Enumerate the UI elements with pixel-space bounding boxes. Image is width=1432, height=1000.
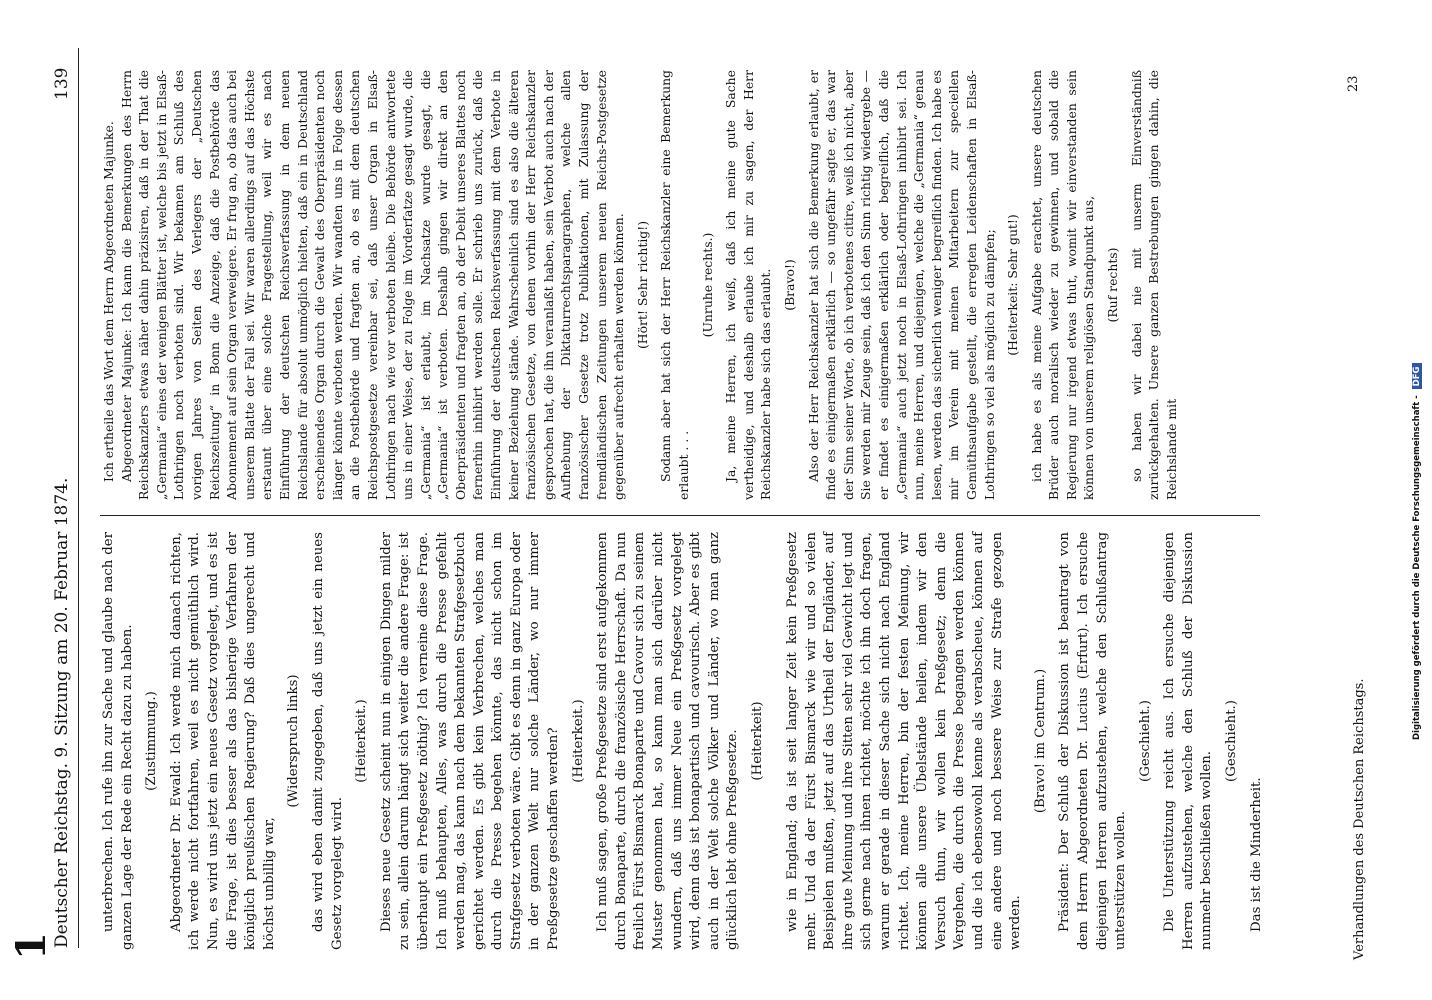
stage-direction: (Zustimmung.) bbox=[144, 691, 160, 791]
dfg-logo: DFG bbox=[1412, 363, 1422, 389]
paragraph: Ich ertheile das Wort dem Herrn Abgeordneten Majunke. bbox=[101, 121, 116, 482]
paragraph: Abgeordneter Majunke: Ich kann die Bemerkungen des Herrn Reichskanzlers etwas näher dahin präzisiren, daß in der That die „Germania“ eines der wenigen Blätter ist, welche bis jetzt in Elsaß-Lothringen noch verboten sind. Wir bekamen am Schluß des vorigen Jahres von Seiten des Verlegers der „Deutschen Reichszeitung“ in Bonn die Anzeige, daß die Postbehörde das Abonnement auf sein Organ verweigere. Er frug an, ob das auch bei unserem Blatte der Fall sei. Wir waren allerdings auf das Höchste erstaunt über eine solche Fragestellung, weil wir es nach Einführung der deutschen Reichsverfassung in dem neuen Reichslande für absolut unmöglich hielten, daß ein in Deutschland erscheinendes Organ durch die Gewalt des Oberpräsidenten noch länger könnte verboten werden. Wir wandten uns in Folge dessen an die Postbehörde und fragten an, ob es mit dem deutschen Reichspostgesetze vereinbar sei, daß unser Organ in Elsaß-Lothringen nach wie vor verboten bleibe. Die Behörde antwortete uns in einer Weise, der zu Folge im Vorderfatze gesagt wurde, die „Germania“ ist erlaubt, im Nachsatze wurde gesagt, die „Germania“ ist verboten. Deshalb gingen wir direkt an den Oberpräsidenten und fragten an, ob der Debit unseres Blattes noch fernerhin inhibirt werden solle. Er schrieb uns zurück, daß die Einführung der deutschen Reichsverfassung mit dem Verbote in keiner Beziehung stände. Wahrscheinlich sind es also die älteren französischen Gesetze, von denen vorhin der Herr Reichskanzler gesprochen hat, die ihn veranlaßt haben, sein Verbot auch nach der Aufhebung der Diktaturrechtsparagraphen, welche allen französischer Gesetze trotz Publikationen, mit Zulassung der fremdländischen Zeitungen unserem neuen Reichs-Postgesetze gegenüber aufrecht erhalten werden können. bbox=[118, 70, 627, 500]
paragraph: Abgeordneter Dr. Ewald: Ich werde mich danach richten, ich werde nicht fortfahren, weil es nicht gemüthlich wird. Nun, es wird uns jetzt ein neues Gesetz vorgelegt, und es ist die Frage, ist dies besser als das bisherige Verfahren der königlich preußischen Regierung? Daß dies ungerecht und höchst unbillig war, bbox=[168, 532, 277, 950]
paragraph: Also der Herr Reichskanzler hat sich die Bemerkung erlaubt, er finde es einigermaßen erklärlich — so ungefähr sagte er, das war der Sinn seiner Worte, ob ich verbotenes citire, weiß ich nicht, aber Sie werden mir Zeuge sein, daß ich den Sinn richtig wiedergebe — er findet es einigermaßen erklärlich oder begreiflich, daß die „Germania“ auch jetzt noch in Elsaß-Lothringen inhibirt sei. Ich nun, meine Herren, und diejenigen, welche die „Germania“ genau lesen, werden das sicherlich weniger begreiflich finden. Ich habe es mir im Verein mit meinen Mitarbeitern zur speciellen Gemüthsaufgabe gestellt, die erregten Leidenschaften in Elsaß-Lothringen so viel als möglich zu dämpfen; bbox=[805, 70, 997, 500]
column-separator bbox=[100, 515, 1260, 516]
running-header: Deutscher Reichstag. 9. Sitzung am 20. Februar 1874. bbox=[52, 477, 72, 948]
header-rule bbox=[78, 48, 79, 948]
page-number: 139 bbox=[52, 67, 72, 100]
stage-direction: (Heiterkeit.) bbox=[354, 699, 370, 783]
stage-direction: (Unruhe rechts.) bbox=[699, 232, 715, 338]
paragraph: ich habe es als meine Aufgabe erachtet, unsere deutschen Brüder auch moralisch wieder zu gewinnen, und sobald die Regierung nur irgend etwas thut, womit wir einverstanden sein können von unserem religiösen Standpunkt aus, bbox=[1028, 70, 1097, 500]
column-left bbox=[100, 532, 774, 950]
stage-direction: (Geschieht.) bbox=[1137, 700, 1153, 782]
paragraph: unterbrechen. Ich rufe ihn zur Sache und glaube nach der ganzen Lage der Rede ein Recht dazu zu haben. bbox=[101, 532, 135, 950]
paragraph: das wird eben damit zugegeben, daß uns jetzt ein neues Gesetz vorgelegt wird. bbox=[310, 532, 345, 950]
stage-direction: (Widerspruch links) bbox=[286, 674, 302, 808]
digitization-credit bbox=[1412, 363, 1422, 740]
stage-direction: (Bravo! im Centrum.) bbox=[1032, 668, 1048, 814]
stage-direction: (Heiterkeit.) bbox=[570, 699, 586, 783]
stage-direction: (Hört! Sehr richtig!) bbox=[634, 220, 650, 350]
paragraph: Ich muß sagen, große Preßgesetze sind erst aufgekommen durch Bonaparte, durch die französische Herrschaft. Da nun freilich Fürst Bismarck Bonaparte und Cavour sich zu seinem Muster genommen hat, so kann man sich darüber nicht wundern, daß uns immer Neue ein Preßgesetz vorgelegt wird, denn das ist bonapartisch und cavourisch. Aber es gibt auch in der Welt solche Völker und Länder, wo man ganz glücklich lebt ohne Preßgesetze. bbox=[595, 532, 741, 950]
credit-text: Digitalisierung gefördert durch die Deutsche Forschungsgemeinschaft - bbox=[1412, 395, 1422, 740]
paragraph: Dieses neue Gesetz scheint nun in einigen Dingen milder zu sein, allein darum hängt sich weiter die andere Frage: ist überhaupt ein Preßgesetz nöthig? Ich verneine diese Frage. Ich muß behaupten, Alles, was durch die Presse gefehlt werden mag, das kann nach dem bekannten Strafgesetzbuch gerichtet werden. Es gibt kein Verbrechen, welches man durch die Presse begehen könnte, das nicht schon im Strafgesetz verboten wäre. Gibt es denn in ganz Europa oder in der ganzen Welt nur solche Länder, wo nur immer Preßgesetze geschaffen werden? bbox=[378, 532, 562, 950]
paragraph: wie in England; da ist seit langer Zeit kein Preßgesetz mehr. Und da der Fürst Bismarck wie wir und so vielen Beispielen mußten, jetzt auf das Urtheil der Engländer, auf ihre gute Meinung und ihre Sitten sehr viel Gewicht legt und sich gerne nach ihnen richtet, möchte ich ihn doch fragen, warum er gerade in dieser Sache sich nicht nach England richtet. Ich, meine Herren, bin der festen Meinung, wir können alle unsere Übelstände heilen, indem wir den Versuch thun, wir wollen kein Preßgesetz; denn die Vergehen, die durch die Presse begangen werden können und die ich ebensowohl kenne als verabscheue, können auf eine andere und noch bessere Weise zur Strafe gezogen werden. bbox=[785, 532, 1024, 950]
footer-journal: Verhandlungen des Deutschen Reichstags. bbox=[1352, 678, 1367, 960]
paragraph: Die Unterstützung reicht aus. Ich ersuche diejenigen Herren aufzustehen, welche den Schluß der Diskussion nunmehr beschließen wollen. bbox=[1162, 532, 1215, 950]
paragraph: Sodann aber hat sich der Herr Reichskanzler eine Bemerkung erlaubt . . . bbox=[658, 70, 691, 500]
stage-direction: (Heiterkeit) bbox=[750, 701, 765, 781]
paragraph: Ja, meine Herren, ich weiß, daß ich meine gute Sache vertheidige, und deshalb erlaube ich mir zu sagen, der Herr Reichskanzler habe sich das erlaubt. bbox=[723, 70, 774, 500]
paragraph: Präsident: Der Schluß der Diskussion ist beantragt von dem Herrn Abgeordneten Dr. Lucius (Erfurt). Ich ersuche diejenigen Herren aufzustehen, welche den Schlußantrag unterstützen wollen. bbox=[1057, 532, 1129, 950]
paragraph: so haben wir dabei nie mit unserm Einverständniß zurückgehalten. Unsere ganzen Bestrebungen gingen dahin, die Reichslande mit bbox=[1128, 70, 1179, 500]
stage-direction: (Heiterkeit: Sehr gut!) bbox=[1005, 214, 1021, 356]
footer-signature: 23 bbox=[1346, 75, 1361, 92]
column-right bbox=[100, 70, 1180, 500]
column-middle bbox=[784, 532, 1266, 950]
stage-direction: (Bravo!) bbox=[781, 259, 797, 311]
stage-direction: (Geschieht.) bbox=[1224, 700, 1240, 782]
corner-mark: 1 bbox=[8, 932, 55, 960]
stage-direction: (Ruf rechts) bbox=[1105, 247, 1121, 323]
paragraph: Das ist die Minderheit. bbox=[1248, 777, 1264, 932]
